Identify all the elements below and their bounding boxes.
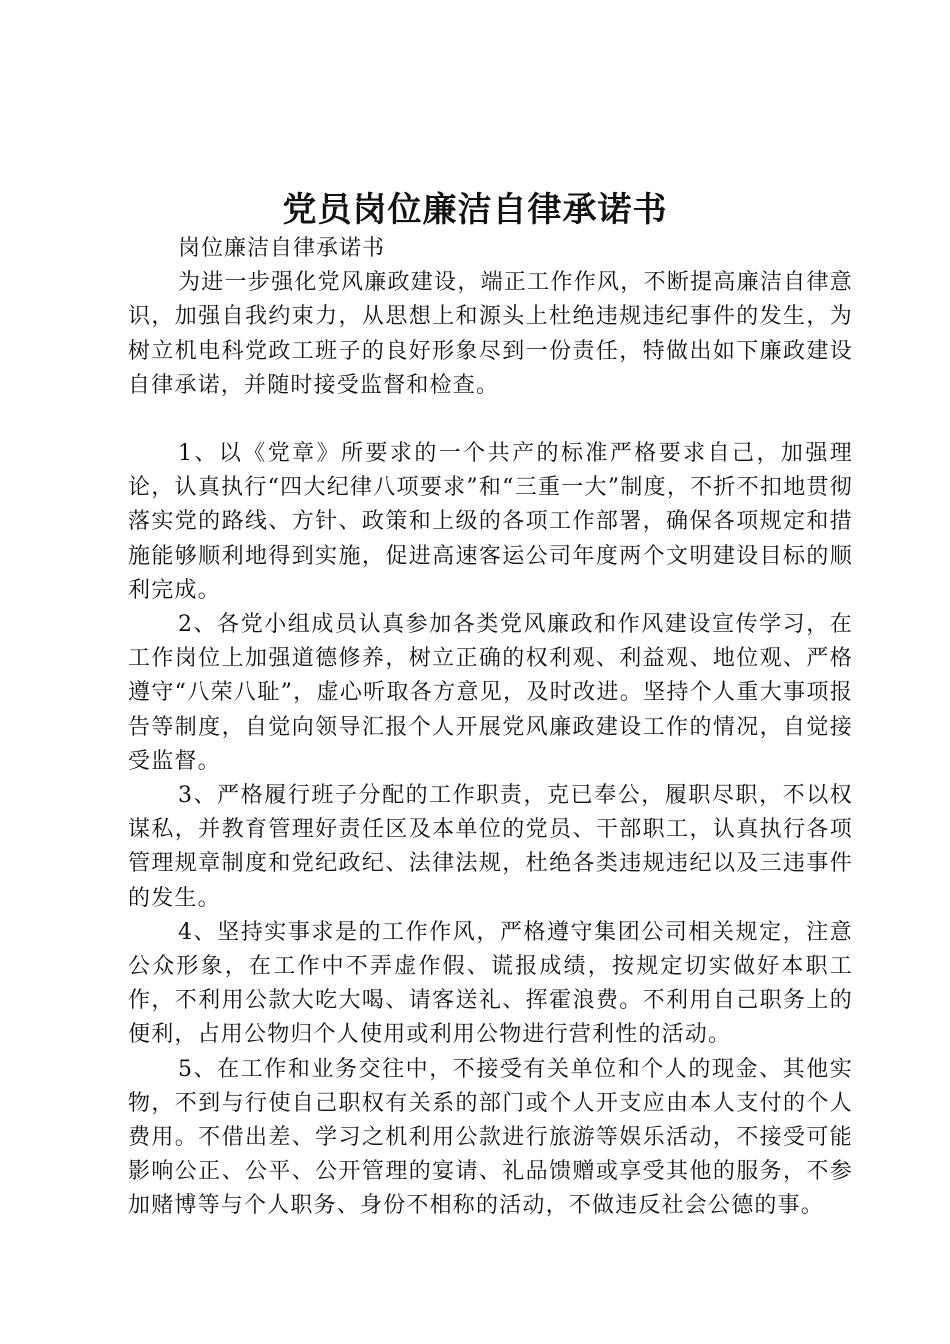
document-subtitle: 岗位廉洁自律承诺书 bbox=[178, 236, 386, 261]
commitment-item-2: 2、各党小组成员认真参加各类党风廉政和作风建设宣传学习，在工作岗位上加强道德修养，树立正确的权利观、利益观、地位观、严格遵守“八荣八耻”，虚心听取各方意见，及时改进。坚持个人重大事项报告等制度，自觉向领导汇报个人开展党风廉政建设工作的情况，自觉接受监督。 bbox=[128, 612, 853, 774]
commitment-item-3: 3、严格履行班子分配的工作职责，克已奉公，履职尽职，不以权谋私，并教育管理好责任区及本单位的党员、干部职工，认真执行各项管理规章制度和党纪政纪、法律法规，杜绝各类违规违纪以及三违事件的发生。 bbox=[128, 783, 853, 911]
document-title: 党员岗位廉洁自律承诺书 bbox=[282, 190, 668, 230]
commitment-item-4: 4、坚持实事求是的工作作风，严格遵守集团公司相关规定，注意公众形象，在工作中不弄虚作假、谎报成绩，按规定切实做好本职工作，不利用公款大吃大喝、请客送礼、挥霍浪费。不利用自己职务上的便利，占用公物归个人使用或利用公物进行营利性的活动。 bbox=[128, 919, 853, 1048]
commitment-item-5: 5、在工作和业务交往中，不接受有关单位和个人的现金、其他实物，不到与行使自己职权有关系的部门或个人开支应由本人支付的个人费用。不借出差、学习之机利用公款进行旅游等娱乐活动，不接受可能影响公正、公平、公开管理的宴请、礼品馈赠或享受其他的服务，不参加赌博等与个人职务、身份不相称的活动，不做违反社会公德的事。 bbox=[128, 1056, 853, 1219]
commitment-item-1: 1、以《党章》所要求的一个共产的标准严格要求自己，加强理论，认真执行“四大纪律八项要求”和“三重一大”制度，不折不扣地贯彻落实党的路线、方针、政策和上级的各项工作部署，确保各项规定和措施能够顺利地得到实施，促进高速客运公司年度两个文明建设目标的顺利完成。 bbox=[128, 441, 853, 603]
document-body bbox=[128, 232, 853, 1224]
intro-paragraph: 为进一步强化党风廉政建设，端正工作作风，不断提高廉洁自律意识，加强自我约束力，从思想上和源头上杜绝违规违纪事件的发生，为树立机电科党政工班子的良好形象尽到一份责任，特做出如下廉政建设自律承诺，并随时接受监督和检查。 bbox=[128, 270, 853, 398]
